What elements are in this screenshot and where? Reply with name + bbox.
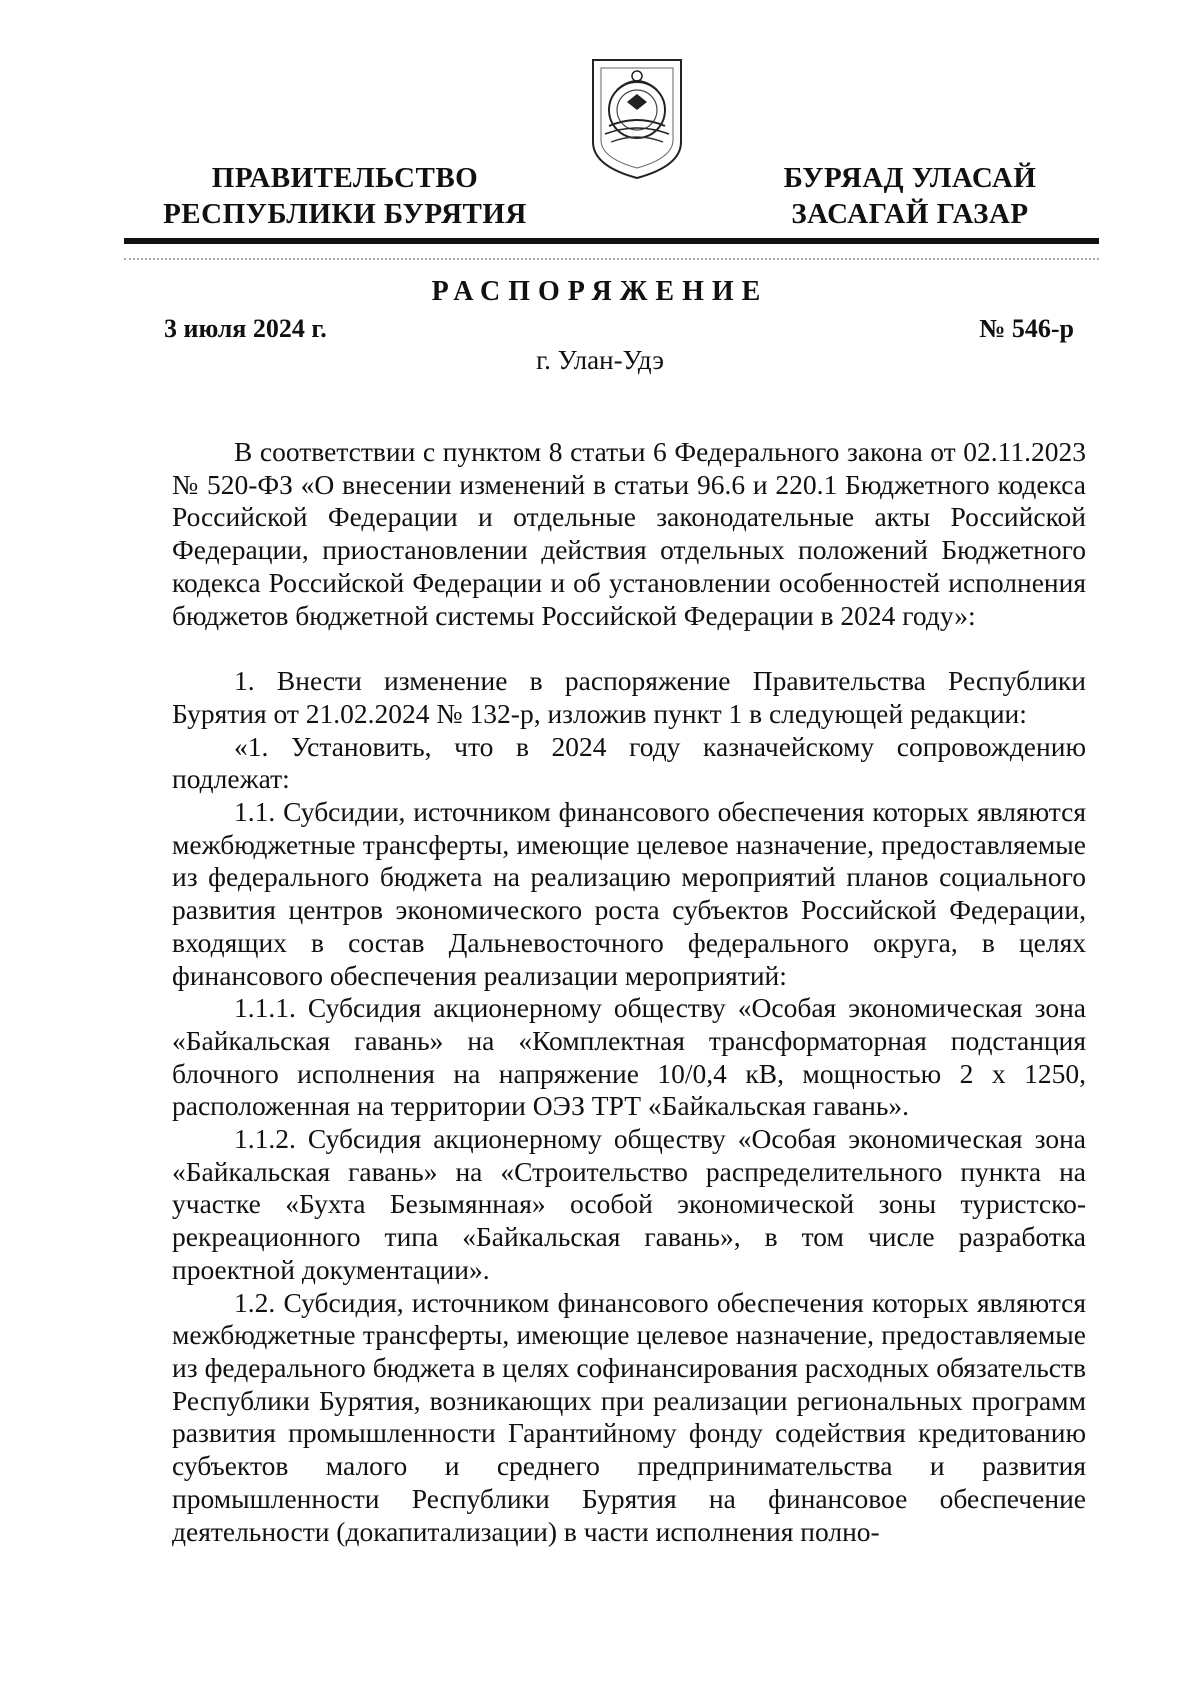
organization-name-russian-line1: ПРАВИТЕЛЬСТВО bbox=[211, 162, 479, 194]
organization-name-buryat bbox=[745, 160, 1075, 232]
document-title: РАСПОРЯЖЕНИЕ bbox=[431, 276, 769, 307]
document-number: № 546-р bbox=[979, 314, 1074, 343]
body-paragraph-6: 1.2. Субсидия, источником финансового обеспечения которых являются межбюджетные трансферты, имеющие целевое назначение, предоставляемые из федерального бюджета в целях софинансирования расходных обязательств Республики Бурятия, возникающих при реализации региональных программ развития промышленности Гарантийному фонду содействия кредитованию субъектов малого и среднего предпринимательства и развития промышленности Республики Бурятия на финансовое обеспечение деятельности (докапитализации) в части исполнения полно- bbox=[172, 1286, 1086, 1547]
document-city: г. Улан-Удэ bbox=[536, 345, 664, 375]
organization-name-buryat-line2: ЗАСАГАЙ ГАЗАР bbox=[791, 198, 1029, 230]
document-body bbox=[172, 436, 1086, 1548]
body-paragraph-5: 1.1.2. Субсидия акционерному обществу «Особая экономическая зона «Байкальская гавань» на «Строительство распределительного пункта на участке «Бухта Безымянная» особой экономической зоны туристско-рекреационного типа «Байкальская гавань», в том числе разработка проектной документации». bbox=[172, 1123, 1086, 1285]
coat-of-arms-buryatia-icon bbox=[587, 50, 687, 182]
body-paragraph-1: 1. Внести изменение в распоряжение Правительства Республики Бурятия от 21.02.2024 № 132-р, изложив пункт 1 в следующей редакции: bbox=[172, 665, 1086, 729]
body-paragraph-3: 1.1. Субсидии, источником финансового обеспечения которых являются межбюджетные трансферты, имеющие целевое назначение, предоставляемые из федерального бюджета на реализацию мероприятий планов социального развития центров экономического роста субъектов Российской Федерации, входящих в состав Дальневосточного федерального округа, в целях финансового обеспечения реализации мероприятий: bbox=[172, 796, 1086, 991]
organization-name-russian bbox=[150, 160, 540, 232]
body-paragraph-2: «1. Установить, что в 2024 году казначейскому сопровождению подлежат: bbox=[172, 730, 1086, 795]
body-paragraph-4: 1.1.1. Субсидия акционерному обществу «Особая экономическая зона «Байкальская гавань» на «Комплектная трансформаторная подстанция блочного исполнения на напряжение 10/0,4 кВ, мощностью 2 x 1250, расположенная на территории ОЭЗ ТРТ «Байкальская гавань». bbox=[172, 992, 1086, 1122]
header-divider-thick bbox=[124, 238, 1099, 244]
header-divider-thin bbox=[124, 258, 1099, 260]
organization-name-buryat-line1: БУРЯАД УЛАСАЙ bbox=[783, 162, 1037, 194]
preamble-paragraph: В соответствии с пунктом 8 статьи 6 Федерального закона от 02.11.2023 № 520-ФЗ «О внесении изменений в статьи 96.6 и 220.1 Бюджетного кодекса Российской Федерации и отдельные законодательные акты Российской Федерации, приостановлении действия отдельных положений Бюджетного кодекса Российской Федерации и об установлении особенностей исполнения бюджетов бюджетной системы Российской Федерации в 2024 году»: bbox=[172, 436, 1086, 631]
document-date: 3 июля 2024 г. bbox=[164, 314, 327, 343]
organization-name-russian-line2: РЕСПУБЛИКИ БУРЯТИЯ bbox=[163, 198, 527, 230]
